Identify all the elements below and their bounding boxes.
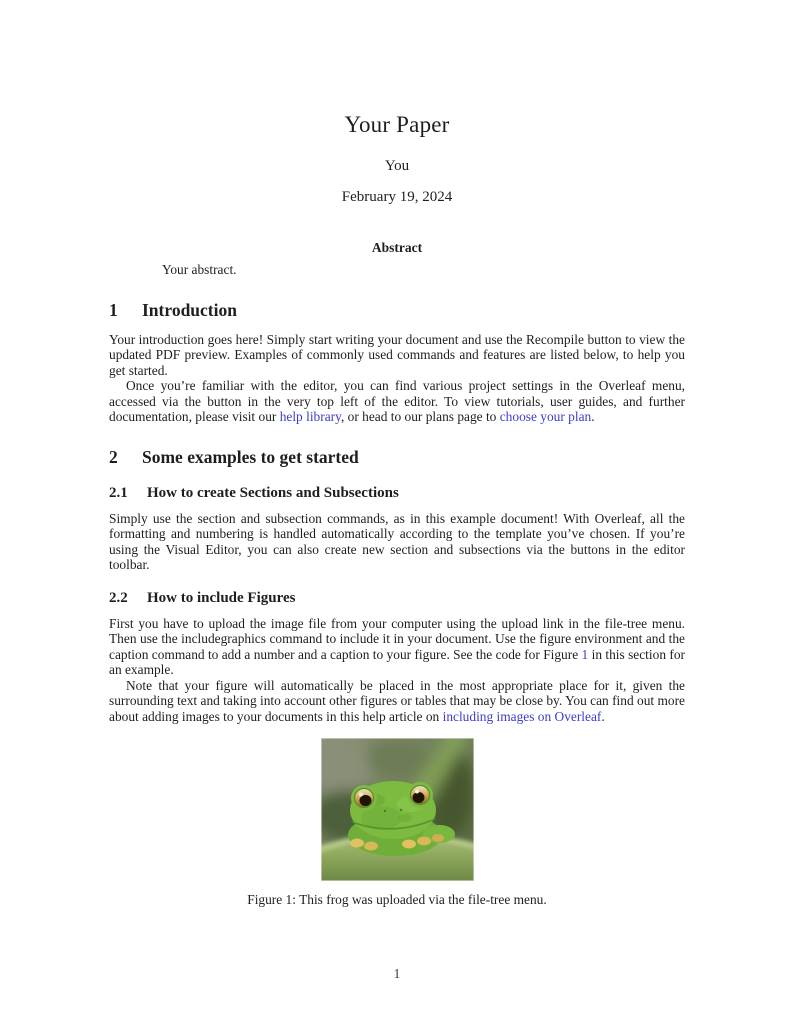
heading-title: Some examples to get started xyxy=(142,446,359,467)
section-heading xyxy=(109,447,685,468)
paragraph: Simply use the section and subsection commands, as in this example document! With Overleaf, all the formatting and numbering is handled automatically according to the template you’ve chosen. If you’re using the Visual Editor, you can also create new section and subsections via the buttons in the editor toolbar. xyxy=(109,510,685,572)
heading-number: 1 xyxy=(109,299,118,320)
hyperlink[interactable]: choose your plan xyxy=(499,409,592,424)
paragraph: Your introduction goes here! Simply start writing your document and use the Recompile button to view the updated PDF preview. Examples of commonly used commands and features are listed below, to help you get started. xyxy=(109,331,685,378)
subsection-heading xyxy=(109,590,685,607)
heading-title: Introduction xyxy=(142,299,237,320)
abstract-heading: Abstract xyxy=(371,240,423,255)
paragraph: Once you’re familiar with the editor, you can find various project settings in the Overleaf menu, accessed via the button in the very top left of the editor. To view tutorials, user guides, and further documentation, please visit our help library, or head to our plans page to choose your plan. xyxy=(109,378,685,424)
heading-number: 2 xyxy=(109,446,118,467)
heading-number: 2.1 xyxy=(109,484,128,501)
heading-title: How to include Figures xyxy=(147,589,296,606)
abstract-section xyxy=(109,240,685,278)
subsection-heading xyxy=(109,485,685,502)
hyperlink[interactable]: including images on Overleaf xyxy=(442,708,602,724)
figure xyxy=(109,738,685,908)
paragraph: First you have to upload the image file from your computer using the upload link in the file-tree menu. Then use the includegraphics command to include it in your document. Use the figure environment and the caption command to add a number and a caption to your figure. See the code for Figure 1 in this section for an example. xyxy=(109,615,685,677)
page-number: 1 xyxy=(393,966,401,981)
heading-title: How to create Sections and Subsections xyxy=(147,484,399,501)
hyperlink[interactable]: help library xyxy=(279,409,341,424)
heading-number: 2.2 xyxy=(109,589,128,606)
page-footer xyxy=(0,966,794,982)
paper-date: February 19, 2024 xyxy=(341,189,453,205)
frog-photo xyxy=(321,738,474,881)
paper-title: Your Paper xyxy=(344,112,450,137)
hyperlink[interactable]: 1 xyxy=(581,646,589,662)
document-body xyxy=(109,300,685,909)
abstract-text: Your abstract. xyxy=(162,262,237,277)
figure-caption: Figure 1: This frog was uploaded via the file-tree menu. xyxy=(247,892,547,907)
paper-author: You xyxy=(384,158,410,174)
paragraph: Note that your figure will automatically be placed in the most appropriate place for it, given the surrounding text and taking into account other figures or tables that may be close by. You can find out more about adding images to your documents in this help article on including images on Overleaf. xyxy=(109,677,685,724)
section-heading xyxy=(109,300,685,321)
title-block xyxy=(109,0,685,206)
